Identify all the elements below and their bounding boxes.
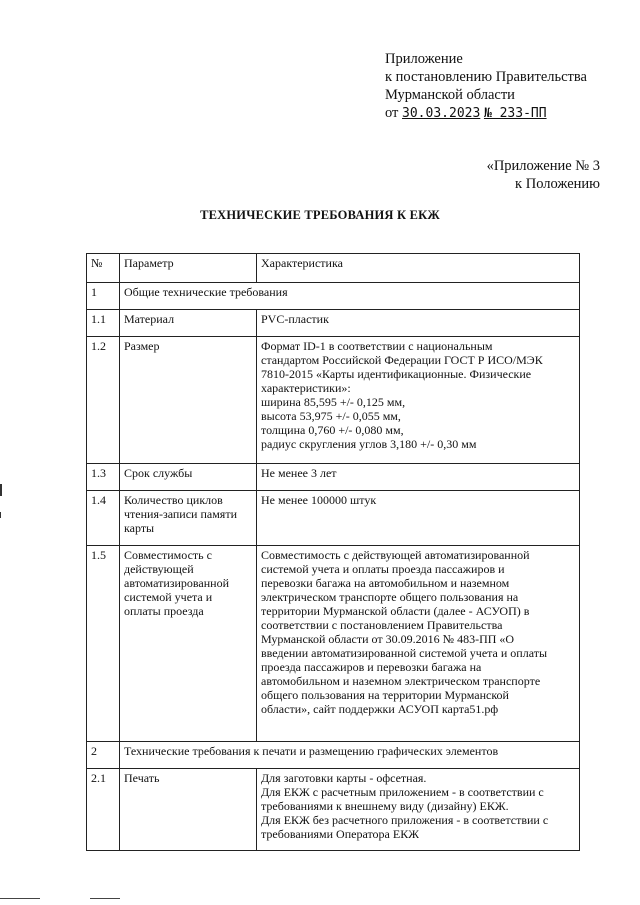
- value-line: радиус скругления углов 3,180 +/- 0,30 мм: [261, 437, 477, 451]
- row-value: Не менее 3 лет: [257, 464, 580, 491]
- value-line: введении автоматизированной системой учета и оплаты: [261, 646, 548, 660]
- row-num: 2.1: [87, 769, 120, 851]
- value-line: стандартом Российской Федерации ГОСТ Р ИСО/МЭК: [261, 353, 543, 367]
- parameter-line: действующей: [124, 562, 194, 576]
- section-title: Технические требования к печати и размещению графических элементов: [120, 742, 580, 769]
- appendix2-line: «Приложение № 3: [486, 158, 600, 174]
- appendix-line: Мурманской области: [385, 87, 515, 103]
- value-line: характеристики»:: [261, 381, 351, 395]
- scan-margin-mark: [0, 512, 1, 518]
- value-line: территории Мурманской области (далее - АСУОП) в: [261, 604, 530, 618]
- value-line: ширина 85,595 +/- 0,125 мм,: [261, 395, 406, 409]
- row-num: 2: [87, 742, 120, 769]
- row-value: [257, 337, 580, 464]
- row-value: Не менее 100000 штук: [257, 491, 580, 546]
- parameter-line: автоматизированной: [124, 576, 230, 590]
- row-num: 1: [87, 283, 120, 310]
- value-line: Для ЕКЖ с расчетным приложением - в соответствии с: [261, 785, 544, 799]
- value-line: Для заготовки карты - офсетная.: [261, 771, 427, 785]
- row-value: PVC-пластик: [257, 310, 580, 337]
- parameter-line: Совместимость с: [124, 548, 212, 562]
- value-line: области», сайт поддержки АСУОП карта51.рф: [261, 702, 499, 716]
- value-line: 7810-2015 «Карты идентификационные. Физические: [261, 367, 532, 381]
- value-line: требованиями Оператора ЕКЖ: [261, 827, 419, 841]
- decree-date: 30.03.2023: [402, 106, 481, 121]
- value-line: высота 53,975 +/- 0,055 мм,: [261, 409, 401, 423]
- decree-number: № 233-ПП: [483, 106, 547, 121]
- date-prefix: от: [385, 105, 399, 121]
- table-row: [87, 769, 580, 851]
- value-line: системой учета и оплаты проезда пассажиров и: [261, 562, 505, 576]
- parameter-line: чтения-записи памяти: [124, 507, 237, 521]
- table-row: [87, 464, 580, 491]
- row-num: 1.2: [87, 337, 120, 464]
- appendix-line: Приложение: [385, 51, 463, 67]
- row-value: [257, 546, 580, 742]
- row-num: 1.3: [87, 464, 120, 491]
- table-row: [87, 337, 580, 464]
- row-parameter: Печать: [120, 769, 257, 851]
- appendix2-line: к Положению: [515, 176, 600, 192]
- appendix-header: [385, 50, 587, 123]
- section-row: [87, 742, 580, 769]
- value-line: Совместимость с действующей автоматизированной: [261, 548, 530, 562]
- parameter-line: оплаты проезда: [124, 604, 204, 618]
- table-row: [87, 310, 580, 337]
- header-num: №: [87, 254, 120, 283]
- scan-footer-line: [90, 898, 120, 899]
- appendix-to-regulation: [487, 157, 600, 193]
- row-parameter: Размер: [120, 337, 257, 464]
- requirements-table: [86, 253, 580, 851]
- row-num: 1.4: [87, 491, 120, 546]
- value-line: Мурманской области от 30.09.2016 № 483-ПП «О: [261, 632, 515, 646]
- parameter-line: Количество циклов: [124, 493, 223, 507]
- value-line: общего пользования на территории Мурманской: [261, 688, 509, 702]
- row-num: 1.5: [87, 546, 120, 742]
- row-parameter: [120, 491, 257, 546]
- value-line: автомобильном и наземном электрическом транспорте: [261, 674, 541, 688]
- scan-footer-line: [0, 898, 40, 899]
- value-line: перевозки багажа на автомобильном и наземном: [261, 576, 510, 590]
- appendix-line: к постановлению Правительства: [385, 69, 587, 85]
- scan-margin-mark: [0, 484, 2, 496]
- value-line: Для ЕКЖ без расчетного приложения - в соответствии с: [261, 813, 549, 827]
- table-header-row: [87, 254, 580, 283]
- section-row: [87, 283, 580, 310]
- row-parameter: Материал: [120, 310, 257, 337]
- header-characteristic: Характеристика: [257, 254, 580, 283]
- parameter-line: карты: [124, 521, 155, 535]
- row-parameter: [120, 546, 257, 742]
- value-line: Формат ID-1 в соответствии с национальным: [261, 339, 493, 353]
- section-title: Общие технические требования: [120, 283, 580, 310]
- row-value: [257, 769, 580, 851]
- parameter-line: системой учета и: [124, 590, 213, 604]
- value-line: требованиями к внешнему виду (дизайну) ЕКЖ.: [261, 799, 509, 813]
- header-parameter: Параметр: [120, 254, 257, 283]
- table-row: [87, 491, 580, 546]
- value-line: проезда пассажиров и перевозки багажа на: [261, 660, 482, 674]
- row-parameter: Срок службы: [120, 464, 257, 491]
- value-line: соответствии с постановлением Правительства: [261, 618, 503, 632]
- value-line: электрическом транспорте общего пользования на: [261, 590, 519, 604]
- table-row: [87, 546, 580, 742]
- document-title: ТЕХНИЧЕСКИЕ ТРЕБОВАНИЯ К ЕКЖ: [200, 208, 440, 222]
- appendix-date-line: [385, 104, 587, 123]
- value-line: толщина 0,760 +/- 0,080 мм,: [261, 423, 404, 437]
- row-num: 1.1: [87, 310, 120, 337]
